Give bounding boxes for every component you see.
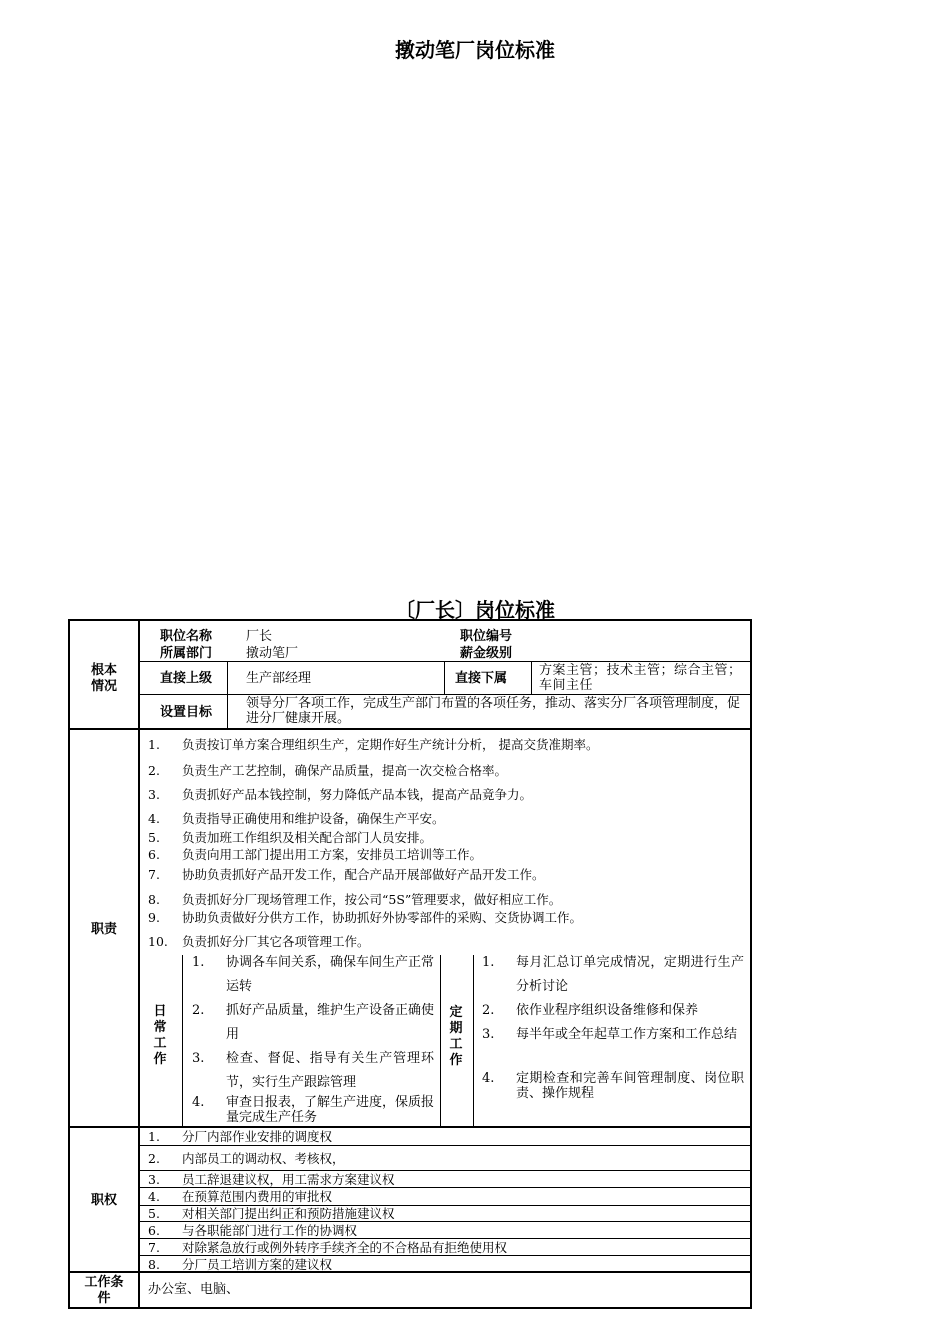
duty-item: 6. 负责向用工部门提出用工方案，安排员工培训等工作。 [148, 847, 483, 862]
authority-item: 8. 分厂员工培训方案的建议权 [148, 1257, 333, 1272]
authority-item: 2. 内部员工的调动权、考核权， [148, 1151, 345, 1166]
duty-item: 4. 负责指导正确使用和维护设备，确保生产平安。 [148, 811, 445, 826]
duty-item: 10. 负责抓好分厂其它各项管理工作。 [148, 934, 370, 949]
document-title: 撴动笔厂岗位标准 [395, 38, 555, 62]
position-code-label: 职位编号 [460, 629, 513, 644]
daily-item: 1. 协调各车间关系，确保车间生产正常运转 [192, 955, 435, 994]
cell-divider [227, 661, 228, 694]
cell-divider [182, 955, 183, 1126]
periodic-item: 2. 依作业程序组织设备维修和保养 [482, 1003, 699, 1018]
authority-item: 1. 分厂内部作业安排的调度权 [148, 1129, 333, 1144]
row-divider [138, 1145, 750, 1146]
cell-divider [473, 955, 474, 1126]
direct-superior-label: 直接上级 [160, 671, 213, 686]
authority-item: 6. 与各职能部门进行工作的协调权 [148, 1223, 358, 1238]
goal-value: 领导分厂各项工作，完成生产部门布置的各项任务，推动、落实分厂各项管理制度，促进分厂健康开展。 [246, 696, 741, 726]
cell-divider [440, 955, 441, 1126]
row-divider [138, 694, 750, 695]
duty-item: 7. 协助负责抓好产品开发工作，配合产品开展部做好产品开发工作。 [148, 867, 545, 882]
direct-subordinate-value: 方案主管；技术主管；综合主管；车间主任 [539, 663, 742, 693]
duty-item: 2. 负责生产工艺控制，确保产品质量，提高一次交检合格率。 [148, 763, 508, 778]
row-divider [138, 1255, 750, 1256]
position-name-label: 职位名称 [160, 629, 213, 644]
authority-item: 7. 对除紧急放行或例外转序手续齐全的不合格品有拒绝使用权 [148, 1240, 508, 1255]
authority-item: 5. 对相关部门提出纠正和预防措施建议权 [148, 1206, 395, 1221]
salary-level-label: 薪金级别 [460, 646, 513, 661]
row-divider [138, 1170, 750, 1171]
cell-divider [444, 661, 445, 694]
duty-item: 8. 负责抓好分厂现场管理工作，按公司“5S”管理要求，做好相应工作。 [148, 892, 562, 907]
conditions-value: 办公室、电脑、 [148, 1282, 240, 1297]
daily-work-label: 日常工作 [153, 1004, 167, 1067]
periodic-item: 3. 每半年或全年起草工作方案和工作总结 [482, 1027, 738, 1042]
section-label-duties: 职责 [90, 922, 117, 937]
cell-divider [227, 694, 228, 728]
authority-item: 4. 在预算范围内费用的审批权 [148, 1189, 333, 1204]
job-standard-table [68, 619, 752, 1309]
department-label: 所属部门 [160, 646, 213, 661]
section-label-conditions: 工作条件 [84, 1275, 124, 1306]
goal-label: 设置目标 [160, 705, 213, 720]
duty-item: 1. 负责按订单方案合理组织生产，定期作好生产统计分析， 提高交货准期率。 [148, 737, 599, 752]
section-label-authority: 职权 [90, 1193, 117, 1208]
daily-item: 2. 抓好产品质量，维护生产设备正确使用 [192, 1003, 435, 1042]
daily-item: 3. 检查、督促、指导有关生产管理环节，实行生产跟踪管理 [192, 1051, 434, 1090]
cell-divider [531, 661, 532, 694]
authority-item: 3. 员工辞退建议权，用工需求方案建议权 [148, 1172, 395, 1187]
row-divider [138, 1221, 750, 1222]
periodic-item: 1. 每月汇总订单完成情况，定期进行生产分析讨论 [482, 955, 744, 994]
daily-item: 4. 审查日报表，了解生产进度，保质报量完成生产任务 [192, 1095, 435, 1125]
department-value: 撴动笔厂 [246, 646, 299, 661]
duty-item: 3. 负责抓好产品本钱控制，努力降低产品本钱，提高产品竟争力。 [148, 787, 533, 802]
section-divider-basic [70, 728, 750, 730]
periodic-work-label: 定期工作 [449, 1005, 463, 1068]
duty-item: 9. 协助负责做好分供方工作，协助抓好外协零部件的采购、交货协调工作。 [148, 910, 583, 925]
position-name-value: 厂长 [246, 629, 273, 644]
direct-subordinate-label: 直接下属 [455, 671, 508, 686]
direct-superior-value: 生产部经理 [246, 671, 312, 686]
row-divider [138, 1187, 750, 1188]
duty-item: 5. 负责加班工作组织及相关配合部门人员安排。 [148, 830, 433, 845]
periodic-item: 4. 定期检查和完善车间管理制度、岗位职责、操作规程 [482, 1071, 744, 1101]
section-label-basic: 根本情况 [90, 663, 117, 694]
form-title: 〔厂长〕岗位标准 [395, 598, 555, 622]
row-divider [138, 1238, 750, 1239]
